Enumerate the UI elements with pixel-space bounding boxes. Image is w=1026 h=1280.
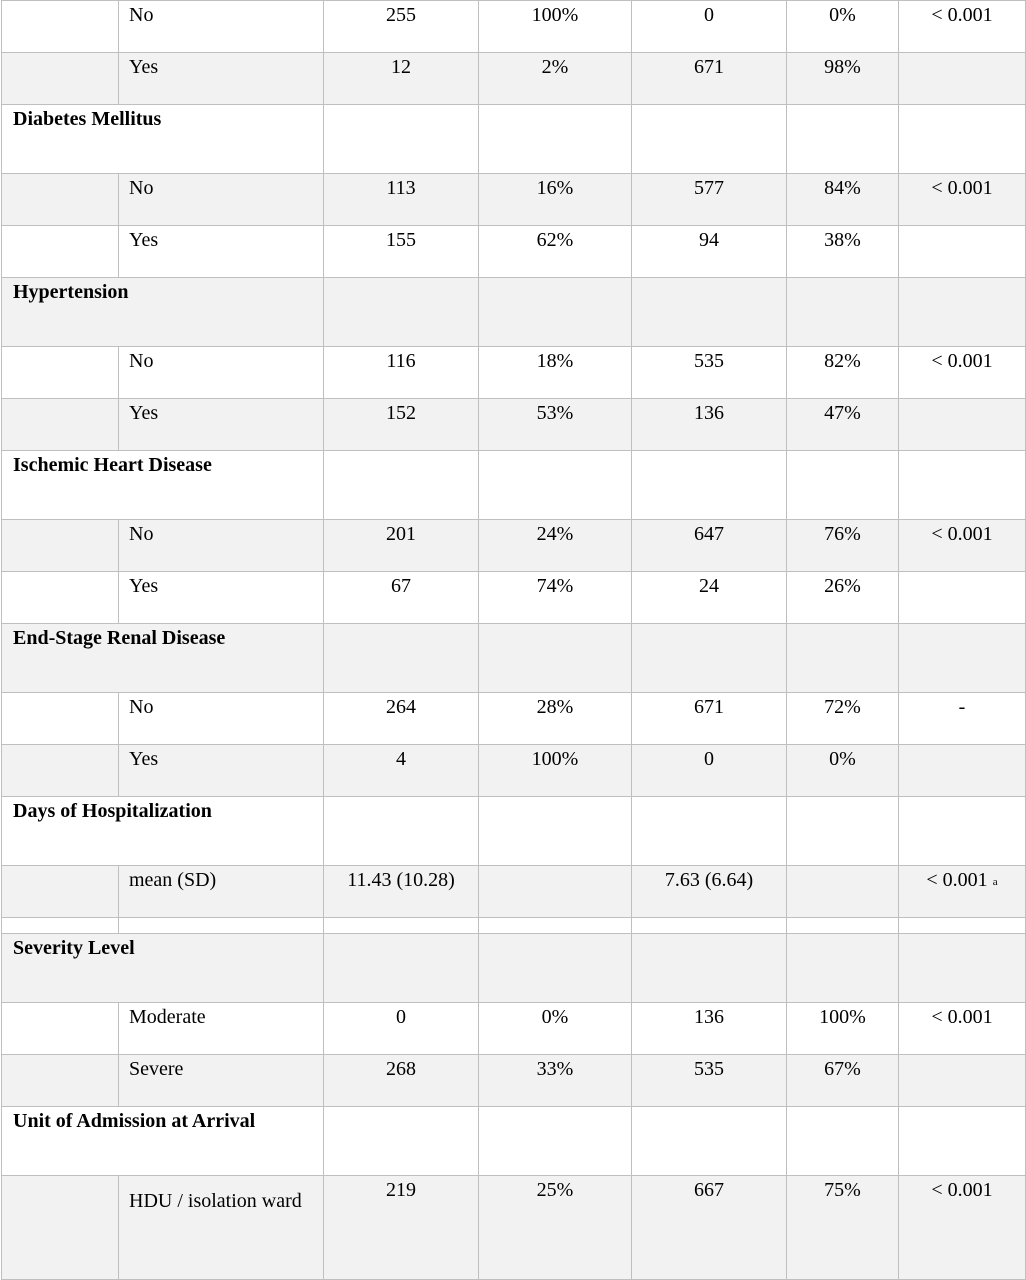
table-body xyxy=(2,1,1026,1280)
percent-group-1 xyxy=(479,866,632,918)
indent-cell xyxy=(2,520,119,572)
empty-cell xyxy=(324,1107,479,1176)
empty-cell xyxy=(479,1107,632,1176)
empty-cell xyxy=(324,918,479,934)
count-group-2: 577 xyxy=(632,174,787,226)
percent-group-2: 76% xyxy=(787,520,899,572)
indent-cell xyxy=(2,53,119,105)
count-group-1: 268 xyxy=(324,1055,479,1107)
p-value-text: < 0.001 xyxy=(931,177,993,199)
p-value xyxy=(899,347,1026,399)
count-group-1: 12 xyxy=(324,53,479,105)
table-row xyxy=(2,226,1026,278)
p-value-text: < 0.001 xyxy=(931,1006,993,1028)
table-row xyxy=(2,866,1026,918)
empty-cell xyxy=(324,934,479,1003)
empty-cell xyxy=(2,918,119,934)
count-group-1: 152 xyxy=(324,399,479,451)
empty-cell xyxy=(899,1107,1026,1176)
percent-group-1: 100% xyxy=(479,745,632,797)
category-label: mean (SD) xyxy=(119,866,324,918)
p-value xyxy=(899,572,1026,624)
percent-group-1: 2% xyxy=(479,53,632,105)
percent-group-2: 0% xyxy=(787,745,899,797)
count-group-2: 535 xyxy=(632,1055,787,1107)
section-title: End-Stage Renal Disease xyxy=(2,624,324,693)
category-label: Yes xyxy=(119,53,324,105)
count-group-1: 219 xyxy=(324,1176,479,1280)
count-group-1: 116 xyxy=(324,347,479,399)
count-group-1: 0 xyxy=(324,1003,479,1055)
category-label: Yes xyxy=(119,226,324,278)
percent-group-2: 38% xyxy=(787,226,899,278)
empty-cell xyxy=(479,934,632,1003)
percent-group-2: 72% xyxy=(787,693,899,745)
category-label: No xyxy=(119,693,324,745)
count-group-2: 671 xyxy=(632,693,787,745)
empty-cell xyxy=(632,451,787,520)
indent-cell xyxy=(2,866,119,918)
footnote-marker: a xyxy=(992,876,998,888)
percent-group-1: 28% xyxy=(479,693,632,745)
p-value-text: < 0.001 xyxy=(931,1179,993,1201)
empty-cell xyxy=(899,934,1026,1003)
percent-group-1: 62% xyxy=(479,226,632,278)
empty-cell xyxy=(787,934,899,1003)
p-value-text: < 0.001 xyxy=(931,523,993,545)
empty-cell xyxy=(119,918,324,934)
results-table xyxy=(1,0,1026,1280)
count-group-1: 155 xyxy=(324,226,479,278)
spacer-row xyxy=(2,918,1026,934)
percent-group-2: 47% xyxy=(787,399,899,451)
empty-cell xyxy=(632,105,787,174)
table-row xyxy=(2,1176,1026,1280)
empty-cell xyxy=(324,797,479,866)
empty-cell xyxy=(899,918,1026,934)
category-label: Yes xyxy=(119,572,324,624)
count-group-2: 667 xyxy=(632,1176,787,1280)
count-group-2: 0 xyxy=(632,745,787,797)
p-value-text: < 0.001 xyxy=(931,350,993,372)
percent-group-2: 82% xyxy=(787,347,899,399)
count-group-2: 0 xyxy=(632,1,787,53)
category-label: No xyxy=(119,347,324,399)
p-value xyxy=(899,1176,1026,1280)
section-header-row xyxy=(2,278,1026,347)
empty-cell xyxy=(479,105,632,174)
table-row xyxy=(2,347,1026,399)
empty-cell xyxy=(479,451,632,520)
p-value xyxy=(899,226,1026,278)
count-group-2: 7.63 (6.64) xyxy=(632,866,787,918)
percent-group-1: 53% xyxy=(479,399,632,451)
empty-cell xyxy=(899,451,1026,520)
category-label: Yes xyxy=(119,745,324,797)
indent-cell xyxy=(2,1176,119,1280)
section-title: Severity Level xyxy=(2,934,324,1003)
indent-cell xyxy=(2,347,119,399)
count-group-1: 11.43 (10.28) xyxy=(324,866,479,918)
empty-cell xyxy=(324,451,479,520)
count-group-2: 136 xyxy=(632,399,787,451)
percent-group-1: 33% xyxy=(479,1055,632,1107)
count-group-1: 201 xyxy=(324,520,479,572)
empty-cell xyxy=(899,278,1026,347)
section-header-row xyxy=(2,624,1026,693)
p-value-text: - xyxy=(958,696,966,718)
category-label: Severe xyxy=(119,1055,324,1107)
indent-cell xyxy=(2,693,119,745)
table-row xyxy=(2,1003,1026,1055)
category-label: Moderate xyxy=(119,1003,324,1055)
count-group-2: 535 xyxy=(632,347,787,399)
p-value-text: < 0.001 xyxy=(926,869,988,891)
percent-group-1: 18% xyxy=(479,347,632,399)
table-row xyxy=(2,745,1026,797)
percent-group-1: 100% xyxy=(479,1,632,53)
section-header-row xyxy=(2,105,1026,174)
empty-cell xyxy=(787,918,899,934)
indent-cell xyxy=(2,226,119,278)
indent-cell xyxy=(2,174,119,226)
empty-cell xyxy=(787,105,899,174)
p-value xyxy=(899,174,1026,226)
percent-group-2: 75% xyxy=(787,1176,899,1280)
empty-cell xyxy=(787,624,899,693)
percent-group-1: 24% xyxy=(479,520,632,572)
percent-group-2: 100% xyxy=(787,1003,899,1055)
table-row xyxy=(2,399,1026,451)
section-header-row xyxy=(2,934,1026,1003)
count-group-2: 136 xyxy=(632,1003,787,1055)
percent-group-1: 74% xyxy=(479,572,632,624)
empty-cell xyxy=(479,278,632,347)
empty-cell xyxy=(632,797,787,866)
percent-group-2: 26% xyxy=(787,572,899,624)
empty-cell xyxy=(324,624,479,693)
empty-cell xyxy=(324,105,479,174)
p-value xyxy=(899,745,1026,797)
section-title: Diabetes Mellitus xyxy=(2,105,324,174)
percent-group-1: 0% xyxy=(479,1003,632,1055)
count-group-2: 24 xyxy=(632,572,787,624)
empty-cell xyxy=(632,934,787,1003)
count-group-1: 264 xyxy=(324,693,479,745)
empty-cell xyxy=(324,278,479,347)
p-value-text: < 0.001 xyxy=(931,4,993,26)
p-value xyxy=(899,1003,1026,1055)
category-label: Yes xyxy=(119,399,324,451)
indent-cell xyxy=(2,1055,119,1107)
count-group-1: 4 xyxy=(324,745,479,797)
indent-cell xyxy=(2,399,119,451)
percent-group-1: 16% xyxy=(479,174,632,226)
empty-cell xyxy=(632,1107,787,1176)
indent-cell xyxy=(2,1003,119,1055)
empty-cell xyxy=(632,624,787,693)
empty-cell xyxy=(479,624,632,693)
percent-group-2: 0% xyxy=(787,1,899,53)
empty-cell xyxy=(479,918,632,934)
count-group-2: 647 xyxy=(632,520,787,572)
percent-group-2: 67% xyxy=(787,1055,899,1107)
section-header-row xyxy=(2,1107,1026,1176)
p-value xyxy=(899,399,1026,451)
empty-cell xyxy=(787,278,899,347)
section-title: Hypertension xyxy=(2,278,324,347)
section-title: Ischemic Heart Disease xyxy=(2,451,324,520)
p-value xyxy=(899,53,1026,105)
count-group-2: 671 xyxy=(632,53,787,105)
category-label: No xyxy=(119,520,324,572)
table-row xyxy=(2,693,1026,745)
count-group-1: 113 xyxy=(324,174,479,226)
table-row xyxy=(2,520,1026,572)
percent-group-2 xyxy=(787,866,899,918)
empty-cell xyxy=(899,797,1026,866)
empty-cell xyxy=(632,918,787,934)
percent-group-1: 25% xyxy=(479,1176,632,1280)
category-label: HDU / isolation ward xyxy=(119,1176,324,1280)
p-value xyxy=(899,1055,1026,1107)
table-row xyxy=(2,1055,1026,1107)
percent-group-2: 98% xyxy=(787,53,899,105)
empty-cell xyxy=(632,278,787,347)
table-row xyxy=(2,572,1026,624)
empty-cell xyxy=(787,797,899,866)
category-label: No xyxy=(119,174,324,226)
count-group-1: 67 xyxy=(324,572,479,624)
count-group-2: 94 xyxy=(632,226,787,278)
indent-cell xyxy=(2,572,119,624)
section-title: Unit of Admission at Arrival xyxy=(2,1107,324,1176)
empty-cell xyxy=(787,451,899,520)
empty-cell xyxy=(899,105,1026,174)
p-value xyxy=(899,693,1026,745)
empty-cell xyxy=(787,1107,899,1176)
table-row xyxy=(2,1,1026,53)
p-value xyxy=(899,520,1026,572)
indent-cell xyxy=(2,1,119,53)
percent-group-2: 84% xyxy=(787,174,899,226)
indent-cell xyxy=(2,745,119,797)
section-header-row xyxy=(2,797,1026,866)
category-label: No xyxy=(119,1,324,53)
table-row xyxy=(2,53,1026,105)
section-header-row xyxy=(2,451,1026,520)
count-group-1: 255 xyxy=(324,1,479,53)
p-value xyxy=(899,866,1026,918)
empty-cell xyxy=(479,797,632,866)
p-value xyxy=(899,1,1026,53)
empty-cell xyxy=(899,624,1026,693)
section-title: Days of Hospitalization xyxy=(2,797,324,866)
table-row xyxy=(2,174,1026,226)
